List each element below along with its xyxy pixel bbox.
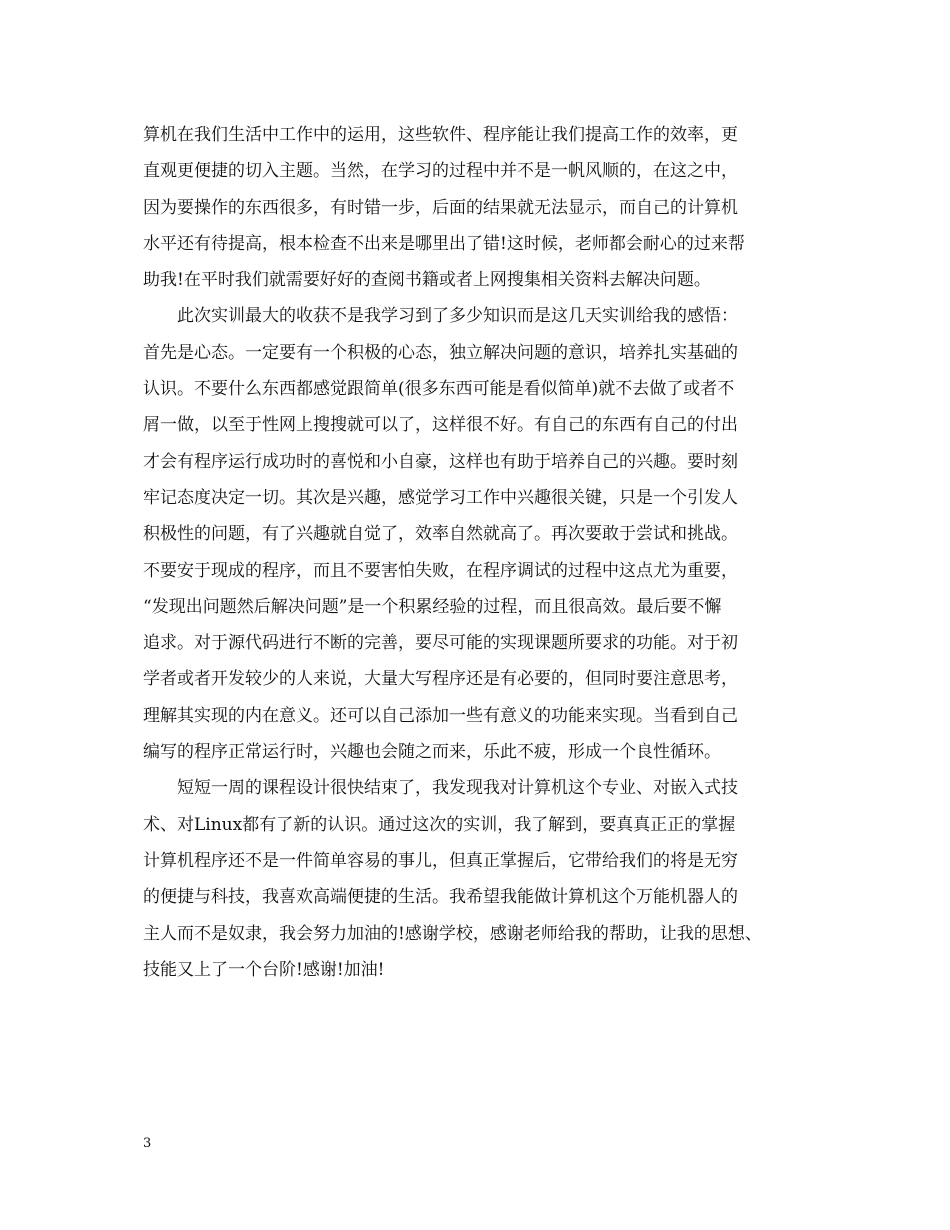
- text-line: 术、对Linux都有了新的认识。通过这次的实训，我了解到，要真真正正的掌握: [143, 814, 736, 835]
- text-line: 首先是心态。一定要有一个积极的心态，独立解决问题的意识，培养扎实基础的: [143, 342, 738, 363]
- page-number: 3: [143, 1136, 152, 1151]
- text-line: 积极性的问题，有了兴趣就自觉了，效率自然就高了。再次要敢于尝试和挑战。: [143, 524, 738, 545]
- text-line: 不要安于现成的程序，而且不要害怕失败，在程序调试的过程中这点尤为重要，: [143, 560, 738, 581]
- text-line: 因为要操作的东西很多，有时错一步，后面的结果就无法显示，而自己的计算机: [143, 197, 738, 218]
- text-line: 追求。对于源代码进行不断的完善，要尽可能的实现课题所要求的功能。对于初: [143, 633, 738, 654]
- text-line: 短短一周的课程设计很快结束了，我发现我对计算机这个专业、对嵌入式技: [143, 778, 738, 799]
- text-line: 的便捷与科技，我喜欢高端便捷的生活。我希望我能做计算机这个万能机器人的: [143, 887, 738, 908]
- text-line: 水平还有待提高，根本检查不出来是哪里出了错!这时候，老师都会耐心的过来帮: [143, 233, 745, 254]
- text-line: 屑一做，以至于性网上搜搜就可以了，这样很不好。有自己的东西有自己的付出: [143, 415, 738, 436]
- text-line: 牢记态度决定一切。其次是兴趣，感觉学习工作中兴趣很关键，只是一个引发人: [143, 487, 738, 508]
- text-line: 编写的程序正常运行时，兴趣也会随之而来，乐此不疲，形成一个良性循环。: [143, 742, 721, 763]
- text-line: 技能又上了一个台阶!感谢!加油!: [143, 959, 385, 980]
- text-line: 算机在我们生活中工作中的运用，这些软件、程序能让我们提高工作的效率，更: [143, 125, 738, 145]
- text-line: 直观更便捷的切入主题。当然，在学习的过程中并不是一帆风顺的，在这之中，: [143, 161, 738, 182]
- text-line: 理解其实现的内在意义。还可以自己添加一些有意义的功能来实现。当看到自己: [143, 705, 738, 726]
- text-line: 认识。不要什么东西都感觉跟简单(很多东西可能是看似简单)就不去做了或者不: [143, 379, 735, 400]
- body-text: [143, 117, 828, 988]
- text-line: 主人而不是奴隶，我会努力加油的!感谢学校，感谢老师给我的帮助，让我的思想、: [143, 923, 762, 944]
- text-line: 计算机程序还不是一件简单容易的事儿，但真正掌握后，它带给我们的将是无穷: [143, 850, 738, 871]
- text-line: “发现出问题然后解决问题”是一个积累经验的过程，而且很高效。最后要不懈: [143, 596, 722, 617]
- text-line: 助我!在平时我们就需要好好的查阅书籍或者上网搜集相关资料去解决问题。: [143, 270, 711, 291]
- text-line: 才会有程序运行成功时的喜悦和小自豪，这样也有助于培养自己的兴趣。要时刻: [143, 451, 738, 472]
- text-line: 学者或者开发较少的人来说，大量大写程序还是有必要的，但同时要注意思考，: [143, 669, 738, 690]
- text-line: 此次实训最大的收获不是我学习到了多少知识而是这几天实训给我的感悟：: [143, 306, 738, 327]
